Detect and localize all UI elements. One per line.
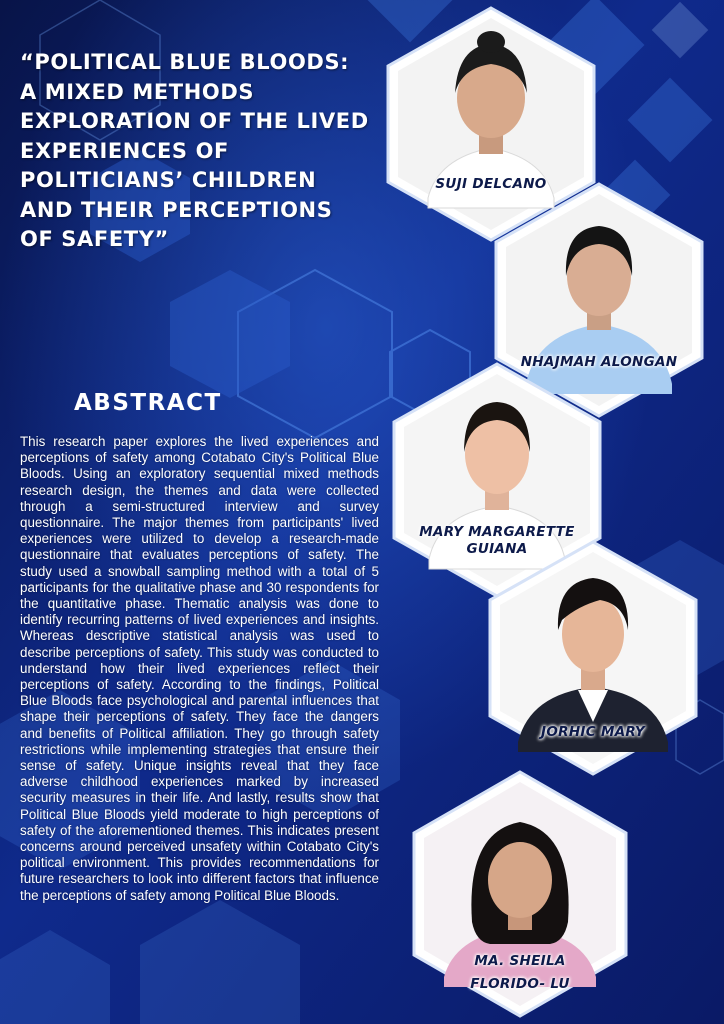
member-name: SUJI DELCANO (435, 176, 547, 192)
member-card-jorhic-mary (490, 542, 696, 774)
member-name: MA. SHEILA FLORIDO- LU (470, 953, 570, 992)
member-name: JORHIC MARY (541, 724, 645, 740)
member-card-ma-sheila-florido-lu (414, 772, 626, 1016)
abstract-heading: ABSTRACT (74, 390, 222, 416)
member-name: NHAJMAH ALONGAN (520, 354, 678, 370)
poster-title: “POLITICAL BLUE BLOODS: A MIXED METHODS EXPLORATION OF THE LIVED EXPERIENCES OF POLITICIANS’ CHILDREN AND THEIR PERCEPTIONS OF SAFETY” (20, 50, 369, 251)
member-name: MARY MARGARETTE GUIANA (419, 524, 575, 557)
abstract-body: This research paper explores the lived experiences and perceptions of safety among Cotabato City's Political Blue Bloods. Using an exploratory sequential mixed methods research design, the themes and data were collected through a semi-structured interview and survey questionnaire. The major themes from participants' lived experiences were utilized to develop a research-made questionnaire that evaluates perceptions of safety. The study used a snowball sampling method with a total of 5 participants for the qualitative phase and 30 respondents for the quantitative phase. Thematic analysis was done to identify recurring patterns of lived experiences and insights. Whereas descriptive statistical analysis was used to describe perceptions of safety. This study was conducted to understand how their lived experiences reflect their perceptions of safety. According to the findings, Political Blue Bloods face psychological and parental influences that shape their perceptions of safety. They face the dangers and benefits of Political affiliation. They go through safety restrictions while implementing strategies that ensure their sense of safety. Unique insights reveal that they face adverse childhood experiences marked by increased security measures in their life. And lastly, results show that Political Blue Bloods yield moderate to high perceptions of safety of the aforementioned themes. This indicates present concerns around perceived unsafety within Cotabato City's political environment. This provides recommendations for future researchers to look into different factors that influence the perceptions of safety among Political Blue Bloods. (20, 434, 379, 903)
